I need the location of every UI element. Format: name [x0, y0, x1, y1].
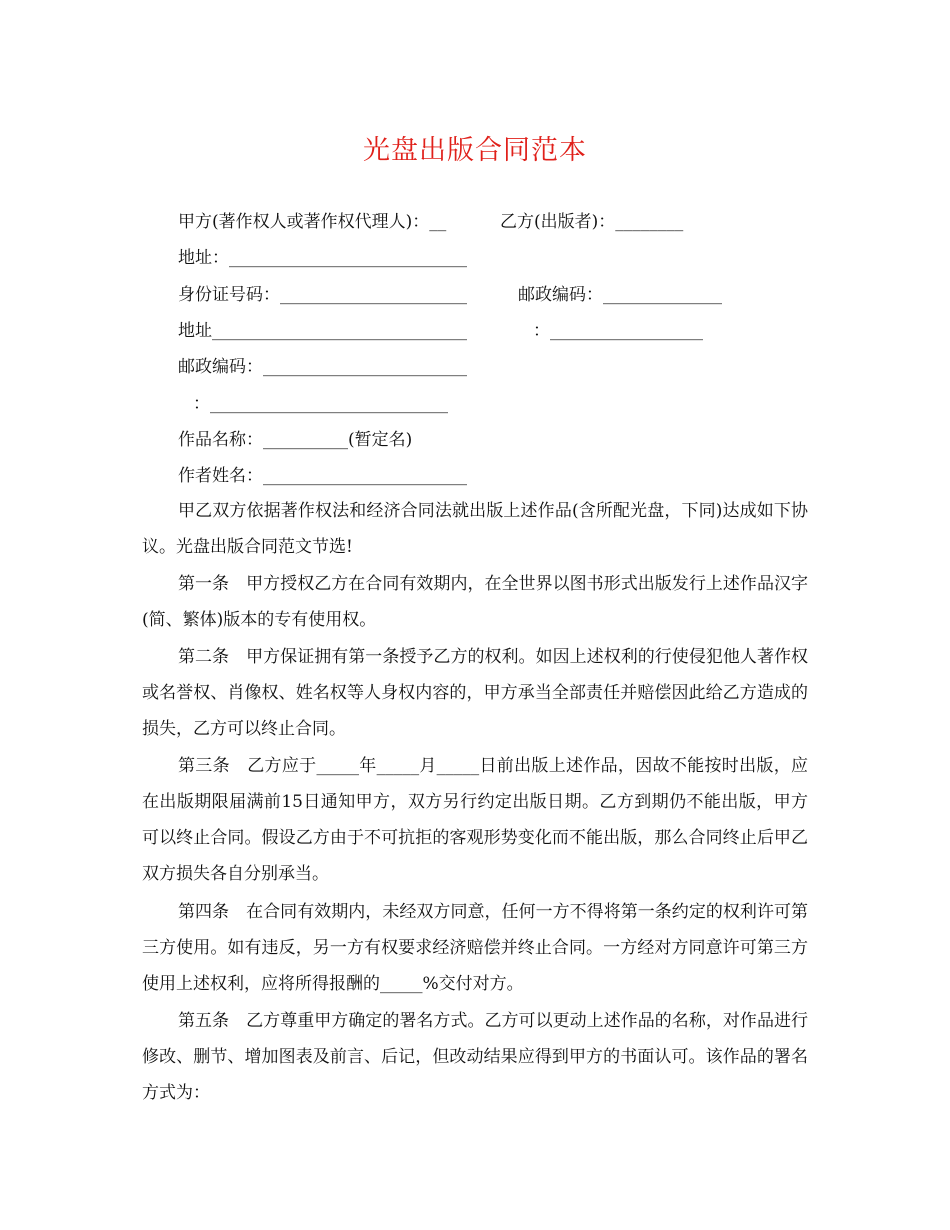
intro-paragraph: 甲乙双方依据著作权法和经济合同法就出版上述作品(含所配光盘，下同)达成如下协议。光盘出版合同范文节选!: [142, 501, 808, 557]
party-b-field: 乙方(出版者)：________: [500, 212, 684, 232]
address-field-2: 地址______________________________: [178, 321, 467, 341]
party-a-field: 甲方(著作权人或著作权代理人)：__: [178, 212, 447, 232]
postal-code-field: 邮政编码：______________: [518, 285, 722, 305]
article-3: 第三条 乙方应于_____年_____月_____日前出版上述作品，因故不能按时出版，应在出版期限届满前15日通知甲方，双方另行约定出版日期。乙方到期仍不能出版，甲方可以终止合同。假设乙方由于不可抗拒的客观形势变化而不能出版，那么合同终止后甲乙双方损失各自分别承当。: [142, 756, 808, 884]
postal-code-field-2: 邮政编码：________________________: [178, 357, 467, 377]
blank-field: ：__________________: [533, 321, 703, 341]
article-5: 第五条 乙方尊重甲方确定的署名方式。乙方可以更动上述作品的名称，对作品进行修改、删节、增加图表及前言、后记，但改动结果应得到甲方的书面认可。该作品的署名方式为：: [142, 1011, 808, 1103]
address-field: 地址：____________________________: [178, 248, 467, 268]
article-4: 第四条 在合同有效期内，未经双方同意，任何一方不得将第一条约定的权利许可第三方使用。如有违反，另一方有权要求经济赔偿并终止合同。一方经对方同意许可第三方使用上述权利，应将所得报酬的_____%交付对方。: [142, 902, 808, 994]
id-number-field: 身份证号码：______________________: [178, 285, 467, 305]
article-2: 第二条 甲方保证拥有第一条授予乙方的权利。如因上述权利的行使侵犯他人著作权或名誉权、肖像权、姓名权等人身权内容的，甲方承当全部责任并赔偿因此给乙方造成的损失，乙方可以终止合同。: [142, 647, 808, 739]
work-title-field: 作品名称：__________(暂定名): [178, 430, 413, 450]
page-title: 光盘出版合同范本: [363, 135, 587, 166]
article-1: 第一条 甲方授权乙方在合同有效期内，在全世界以图书形式出版发行上述作品汉字(简、繁体)版本的专有使用权。: [142, 574, 808, 630]
blank-field-2: ：____________________________: [193, 394, 448, 414]
author-name-field: 作者姓名：________________________: [178, 466, 467, 486]
